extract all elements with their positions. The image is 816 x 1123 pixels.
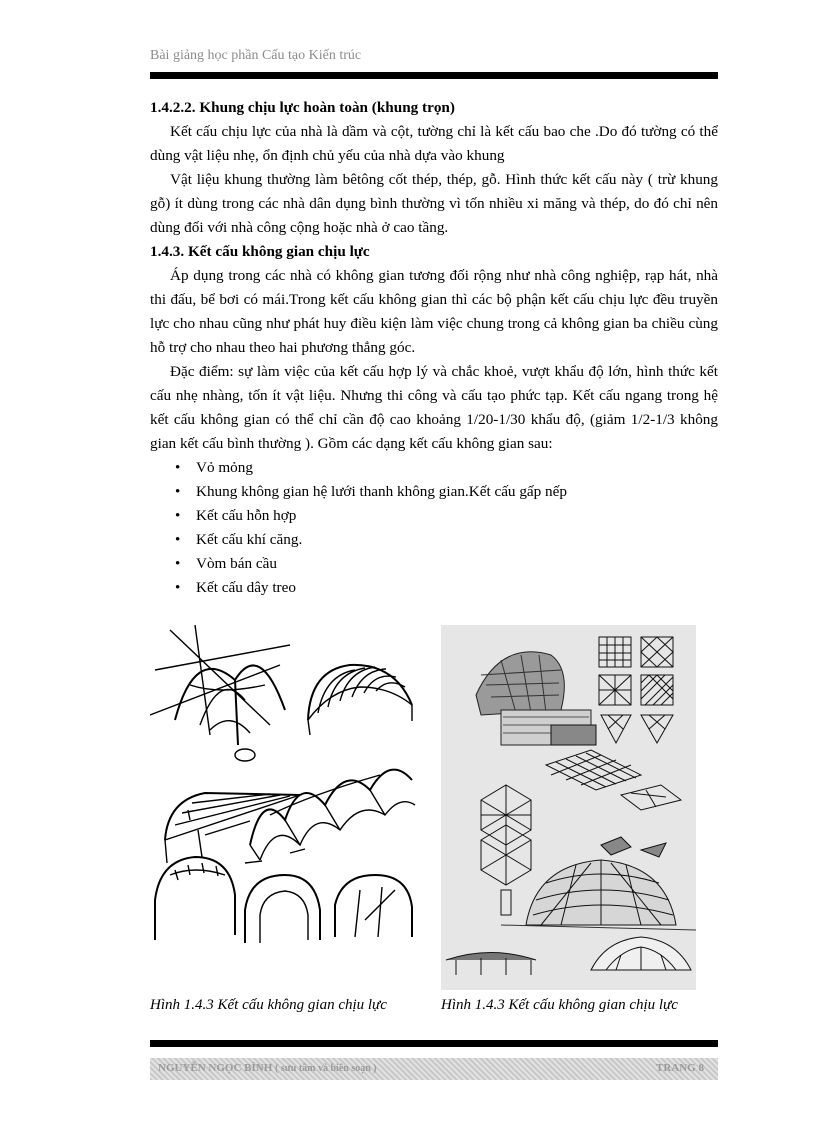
bullet-icon: • — [175, 507, 181, 524]
structure-type-list — [150, 456, 718, 600]
header-rule — [150, 72, 718, 79]
geodesic-hex-frame — [481, 785, 531, 915]
bottom-buildings — [446, 937, 691, 975]
list-item: • Kết cấu khí căng. — [196, 528, 718, 552]
footer-author: NGUYỄN NGỌC BÌNH — [158, 1062, 273, 1074]
cable-roof-building-sketch — [476, 652, 596, 745]
list-item: • Khung không gian hệ lưới thanh không gian.Kết cấu gấp nếp — [196, 480, 718, 504]
running-header: Bài giảng học phần Cấu tạo Kiến trúc — [150, 48, 362, 63]
list-item: • Kết cấu dây treo — [196, 576, 718, 600]
bullet-icon: • — [175, 531, 181, 548]
figure-right-caption: Hình 1.4.3 Kết cấu không gian chịu lực — [441, 997, 678, 1013]
paragraph: Đặc điểm: sự làm việc của kết cấu hợp lý và chắc khoẻ, vượt khẩu độ lớn, hình thức kết cấu nhẹ nhàng, tốn ít vật liệu. Nhưng thi công và cấu tạo phức tạp. Kết cấu ngang trong hệ kết cấu không gian có thể chỉ cần độ cao khoảng 1/20-1/30 khẩu độ, (giảm 1/2-1/3 không gian kết cấu bình thường ). Gồm các dạng kết cấu không gian sau: — [150, 363, 718, 452]
bullet-icon: • — [175, 483, 181, 500]
small-shell-shapes — [601, 837, 666, 857]
footer-note: ( sưu tầm và biên soạn ) — [275, 1063, 377, 1074]
paragraph: Kết cấu chịu lực của nhà là dầm và cột, tường chỉ là kết cấu bao che .Do đó tường có thể dùng vật liệu nhẹ, ổn định chủ yếu của nhà dựa vào khung — [150, 123, 718, 164]
list-item: • Kết cấu hỗn hợp — [196, 504, 718, 528]
arch-series-sketch — [245, 770, 415, 863]
footer-author-block — [158, 1062, 377, 1074]
lattice-sheets — [546, 750, 681, 810]
barrel-vault-sketch — [308, 665, 412, 735]
bullet-icon: • — [175, 459, 181, 476]
conical-shell-sketch — [165, 793, 300, 863]
paragraph: Vật liệu khung thường làm bêtông cốt thép, thép, gỗ. Hình thức kết cấu này ( trừ khung gỗ) ít dùng trong các nhà dân dụng bình thường vì tốn nhiều xi măng và thép, do đó chỉ nên dùng đối với nhà công cộng hoặc nhà ở cao tầng. — [150, 171, 718, 236]
list-item: • Vỏ mỏng — [196, 456, 718, 480]
section-heading-1-4-2-2: 1.4.2.2. Khung chịu lực hoàn toàn (khung trọn) — [150, 99, 455, 116]
grid-patterns — [599, 637, 673, 743]
bullet-icon: • — [175, 555, 181, 572]
section-heading-1-4-3: 1.4.3. Kết cấu không gian chịu lực — [150, 243, 370, 260]
cross-vault-sketch — [150, 625, 290, 761]
bullet-icon: • — [175, 579, 181, 596]
footer-rule — [150, 1040, 718, 1047]
figure-left-shell-sketches — [150, 625, 420, 955]
figure-right-space-frames — [441, 625, 696, 990]
paragraph: Áp dụng trong các nhà có không gian tương đối rộng như nhà công nghiệp, rạp hát, nhà thi đấu, bể bơi có mái.Trong kết cấu không gian thì các bộ phận kết cấu chịu lực đều truyền lực cho nhau cũng như phát huy điều kiện làm việc chung trong cả không gian ba chiều cùng hỗ trợ cho nhau theo hai phương thẳng góc. — [150, 267, 718, 356]
page-content — [150, 96, 718, 600]
footer-bar — [150, 1058, 718, 1080]
figure-left-caption: Hình 1.4.3 Kết cấu không gian chịu lực — [150, 997, 387, 1013]
list-item: • Vòm bán cầu — [196, 552, 718, 576]
small-shells-sketch — [155, 857, 412, 943]
page-number: TRANG 8 — [656, 1062, 704, 1074]
